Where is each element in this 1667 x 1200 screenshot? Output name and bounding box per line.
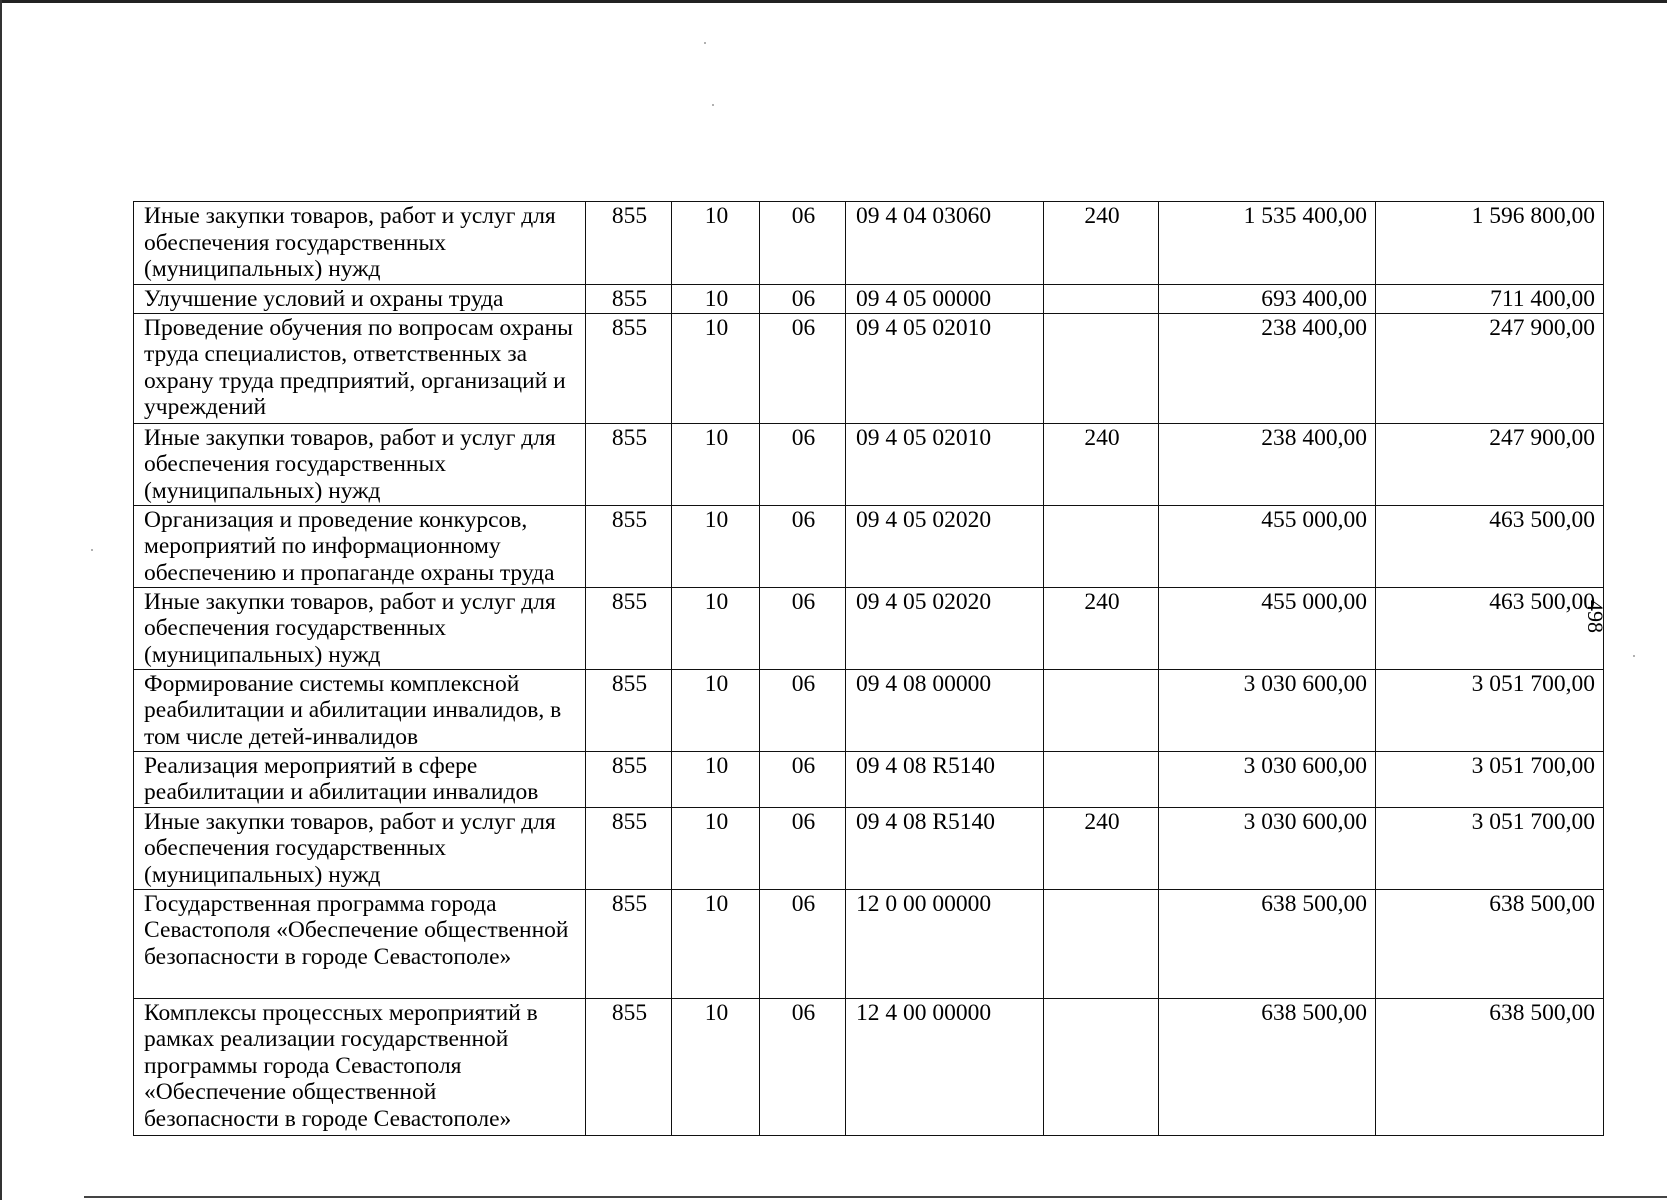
ministry-code-cell: 855 [586, 313, 672, 423]
page-number: 498 [1583, 600, 1608, 633]
row-name-cell: Формирование системы комплексной реабилитации и абилитации инвалидов, в том числе детей-инвалидов [134, 669, 586, 751]
table-row [134, 807, 1604, 889]
target-article-cell: 09 4 08 00000 [846, 669, 1044, 751]
expense-type-cell: 240 [1044, 423, 1159, 505]
top-border-line [0, 0, 1667, 3]
amount-year2-cell: 3 051 700,00 [1376, 751, 1604, 807]
amount-year2-cell: 711 400,00 [1376, 285, 1604, 314]
section-code-cell: 10 [672, 423, 760, 505]
table-row [134, 313, 1604, 423]
scan-speck [91, 549, 93, 551]
ministry-code-cell: 855 [586, 423, 672, 505]
row-name-cell: Проведение обучения по вопросам охраны труда специалистов, ответственных за охрану труда предприятий, организаций и учреждений [134, 313, 586, 423]
target-article-cell: 12 4 00 00000 [846, 998, 1044, 1135]
subsection-code-cell: 06 [760, 423, 846, 505]
amount-year1-cell: 455 000,00 [1159, 587, 1376, 669]
expense-type-cell [1044, 751, 1159, 807]
ministry-code-cell: 855 [586, 285, 672, 314]
section-code-cell: 10 [672, 313, 760, 423]
subsection-code-cell: 06 [760, 807, 846, 889]
section-code-cell: 10 [672, 202, 760, 285]
expense-type-cell: 240 [1044, 202, 1159, 285]
row-name-cell: Иные закупки товаров, работ и услуг для обеспечения государственных (муниципальных) нужд [134, 202, 586, 285]
section-code-cell: 10 [672, 587, 760, 669]
row-name-cell: Организация и проведение конкурсов, мероприятий по информационному обеспечению и пропаганде охраны труда [134, 505, 586, 587]
target-article-cell: 09 4 05 00000 [846, 285, 1044, 314]
amount-year1-cell: 238 400,00 [1159, 423, 1376, 505]
ministry-code-cell: 855 [586, 202, 672, 285]
target-article-cell: 09 4 08 R5140 [846, 807, 1044, 889]
amount-year2-cell: 638 500,00 [1376, 998, 1604, 1135]
subsection-code-cell: 06 [760, 998, 846, 1135]
subsection-code-cell: 06 [760, 505, 846, 587]
ministry-code-cell: 855 [586, 505, 672, 587]
table-row [134, 285, 1604, 314]
row-name-cell: Улучшение условий и охраны труда [134, 285, 586, 314]
expense-type-cell: 240 [1044, 587, 1159, 669]
table-row [134, 889, 1604, 998]
expense-type-cell [1044, 505, 1159, 587]
row-name-cell: Комплексы процессных мероприятий в рамках реализации государственной программы города Севастополя «Обеспечение общественной безопасности в городе Севастополе» [134, 998, 586, 1135]
expense-type-cell [1044, 889, 1159, 998]
amount-year2-cell: 1 596 800,00 [1376, 202, 1604, 285]
section-code-cell: 10 [672, 807, 760, 889]
table-row [134, 998, 1604, 1135]
left-border-line [0, 0, 2, 1200]
subsection-code-cell: 06 [760, 751, 846, 807]
amount-year1-cell: 455 000,00 [1159, 505, 1376, 587]
row-name-cell: Иные закупки товаров, работ и услуг для обеспечения государственных (муниципальных) нужд [134, 423, 586, 505]
table-row [134, 587, 1604, 669]
section-code-cell: 10 [672, 505, 760, 587]
row-name-cell: Реализация мероприятий в сфере реабилитации и абилитации инвалидов [134, 751, 586, 807]
target-article-cell: 09 4 05 02020 [846, 505, 1044, 587]
subsection-code-cell: 06 [760, 313, 846, 423]
ministry-code-cell: 855 [586, 751, 672, 807]
amount-year1-cell: 3 030 600,00 [1159, 807, 1376, 889]
amount-year1-cell: 693 400,00 [1159, 285, 1376, 314]
scan-speck [712, 104, 714, 106]
amount-year2-cell: 3 051 700,00 [1376, 807, 1604, 889]
budget-table [133, 201, 1604, 1136]
table-row [134, 423, 1604, 505]
subsection-code-cell: 06 [760, 587, 846, 669]
target-article-cell: 09 4 04 03060 [846, 202, 1044, 285]
ministry-code-cell: 855 [586, 998, 672, 1135]
amount-year1-cell: 638 500,00 [1159, 998, 1376, 1135]
target-article-cell: 12 0 00 00000 [846, 889, 1044, 998]
ministry-code-cell: 855 [586, 889, 672, 998]
section-code-cell: 10 [672, 751, 760, 807]
ministry-code-cell: 855 [586, 807, 672, 889]
table-row [134, 505, 1604, 587]
expense-type-cell [1044, 669, 1159, 751]
subsection-code-cell: 06 [760, 889, 846, 998]
target-article-cell: 09 4 05 02010 [846, 423, 1044, 505]
amount-year2-cell: 247 900,00 [1376, 313, 1604, 423]
amount-year2-cell: 463 500,00 [1376, 587, 1604, 669]
expense-type-cell [1044, 998, 1159, 1135]
amount-year2-cell: 3 051 700,00 [1376, 669, 1604, 751]
section-code-cell: 10 [672, 669, 760, 751]
section-code-cell: 10 [672, 998, 760, 1135]
section-code-cell: 10 [672, 889, 760, 998]
amount-year1-cell: 1 535 400,00 [1159, 202, 1376, 285]
subsection-code-cell: 06 [760, 669, 846, 751]
target-article-cell: 09 4 05 02010 [846, 313, 1044, 423]
table-row [134, 669, 1604, 751]
target-article-cell: 09 4 05 02020 [846, 587, 1044, 669]
amount-year2-cell: 638 500,00 [1376, 889, 1604, 998]
row-name-cell: Иные закупки товаров, работ и услуг для обеспечения государственных (муниципальных) нужд [134, 807, 586, 889]
amount-year1-cell: 3 030 600,00 [1159, 751, 1376, 807]
subsection-code-cell: 06 [760, 285, 846, 314]
expense-type-cell [1044, 313, 1159, 423]
subsection-code-cell: 06 [760, 202, 846, 285]
scan-speck [704, 42, 706, 44]
expense-type-cell: 240 [1044, 807, 1159, 889]
expense-type-cell [1044, 285, 1159, 314]
table-row [134, 202, 1604, 285]
ministry-code-cell: 855 [586, 669, 672, 751]
scan-speck [1633, 655, 1635, 657]
amount-year2-cell: 463 500,00 [1376, 505, 1604, 587]
row-name-cell: Иные закупки товаров, работ и услуг для обеспечения государственных (муниципальных) нужд [134, 587, 586, 669]
table-row [134, 751, 1604, 807]
ministry-code-cell: 855 [586, 587, 672, 669]
amount-year1-cell: 3 030 600,00 [1159, 669, 1376, 751]
amount-year1-cell: 238 400,00 [1159, 313, 1376, 423]
amount-year2-cell: 247 900,00 [1376, 423, 1604, 505]
row-name-cell: Государственная программа города Севастополя «Обеспечение общественной безопасности в городе Севастополе» [134, 889, 586, 998]
section-code-cell: 10 [672, 285, 760, 314]
amount-year1-cell: 638 500,00 [1159, 889, 1376, 998]
target-article-cell: 09 4 08 R5140 [846, 751, 1044, 807]
bottom-border-line [84, 1196, 1667, 1198]
